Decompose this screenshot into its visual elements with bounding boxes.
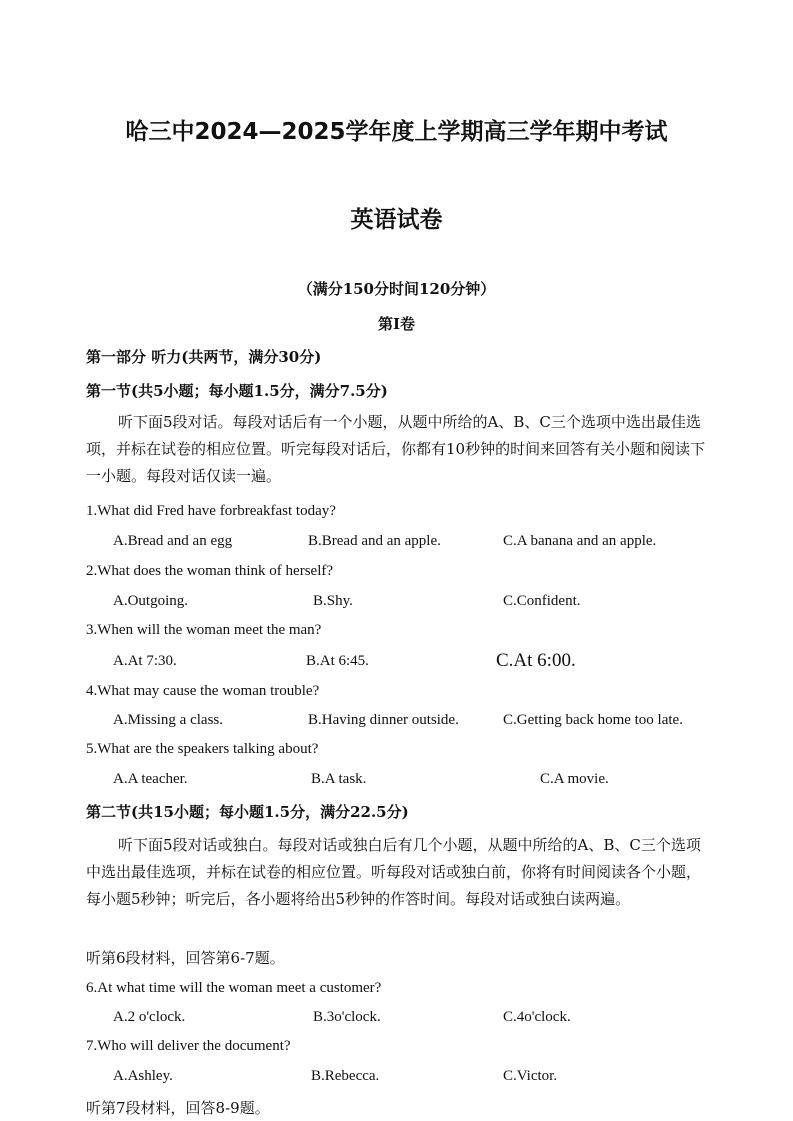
material-7-note: 听第7段材料，回答8-9题。 xyxy=(86,1099,270,1117)
q6-option-a: A.2 o'clock. xyxy=(113,1009,186,1025)
q1-option-c: C.A banana and an apple. xyxy=(503,533,657,549)
question-7: 7.Who will deliver the document? xyxy=(86,1038,291,1054)
question-6: 6.At what time will the woman meet a customer? xyxy=(86,980,382,996)
q5-option-c: C.A movie. xyxy=(540,771,609,787)
question-4: 4.What may cause the woman trouble? xyxy=(86,683,320,699)
q2-option-a: A.Outgoing. xyxy=(113,593,188,609)
part1-heading: 第一部分 听力(共两节，满分30分) xyxy=(86,348,322,366)
section1-heading: 第一节(共5小题；每小题1.5分，满分7.5分) xyxy=(86,382,388,400)
q5-option-a: A.A teacher. xyxy=(113,771,188,787)
q3-option-c: C.At 6:00. xyxy=(496,650,576,671)
question-1: 1.What did Fred have forbreakfast today? xyxy=(86,503,336,519)
q4-option-b: B.Having dinner outside. xyxy=(308,712,459,728)
question-3: 3.When will the woman meet the man? xyxy=(86,622,322,638)
q4-option-a: A.Missing a class. xyxy=(113,712,223,728)
q3-option-a: A.At 7:30. xyxy=(113,653,177,669)
q4-option-c: C.Getting back home too late. xyxy=(503,712,683,728)
section2-heading: 第二节(共15小题；每小题1.5分，满分22.5分) xyxy=(86,803,409,821)
q7-option-c: C.Victor. xyxy=(503,1068,558,1084)
q6-option-c: C.4o'clock. xyxy=(503,1009,571,1025)
exam-subtitle: 英语试卷 xyxy=(350,207,443,233)
question-2: 2.What does the woman think of herself? xyxy=(86,563,334,579)
q2-option-c: C.Confident. xyxy=(503,593,581,609)
q5-option-b: B.A task. xyxy=(311,771,367,787)
exam-title: 哈三中2024—2025学年度上学期高三学年期中考试 xyxy=(125,119,668,145)
volume-label: 第Ⅰ卷 xyxy=(377,315,416,333)
q7-option-a: A.Ashley. xyxy=(113,1068,173,1084)
q1-option-b: B.Bread and an apple. xyxy=(308,533,441,549)
section2-instructions: 听下面5段对话或独白。每段对话或独白后有几个小题，从题中所给的A、B、C三个选项中选出最佳选项，并标在试卷的相应位置。听每段对话或独白前，你将有时间阅读各个小题，每小题5秒钟；听完后，各小题将给出5秒钟的作答时间。每段对话或独白读两遍。 xyxy=(86,836,702,908)
q6-option-b: B.3o'clock. xyxy=(313,1009,381,1025)
q3-option-b: B.At 6:45. xyxy=(306,653,369,669)
question-5: 5.What are the speakers talking about? xyxy=(86,741,319,757)
q2-option-b: B.Shy. xyxy=(313,593,353,609)
material-6-note: 听第6段材料，回答第6-7题。 xyxy=(86,949,285,967)
q1-option-a: A.Bread and an egg xyxy=(113,533,233,549)
q7-option-b: B.Rebecca. xyxy=(311,1068,380,1084)
exam-info: （满分150分时间120分钟） xyxy=(297,280,496,298)
section1-instructions: 听下面5段对话。每段对话后有一个小题，从题中所给的A、B、C三个选项中选出最佳选项，并标在试卷的相应位置。听完每段对话后，你都有10秒钟的时间来回答有关小题和阅读下一小题。每段对话仅读一遍。 xyxy=(86,413,706,485)
